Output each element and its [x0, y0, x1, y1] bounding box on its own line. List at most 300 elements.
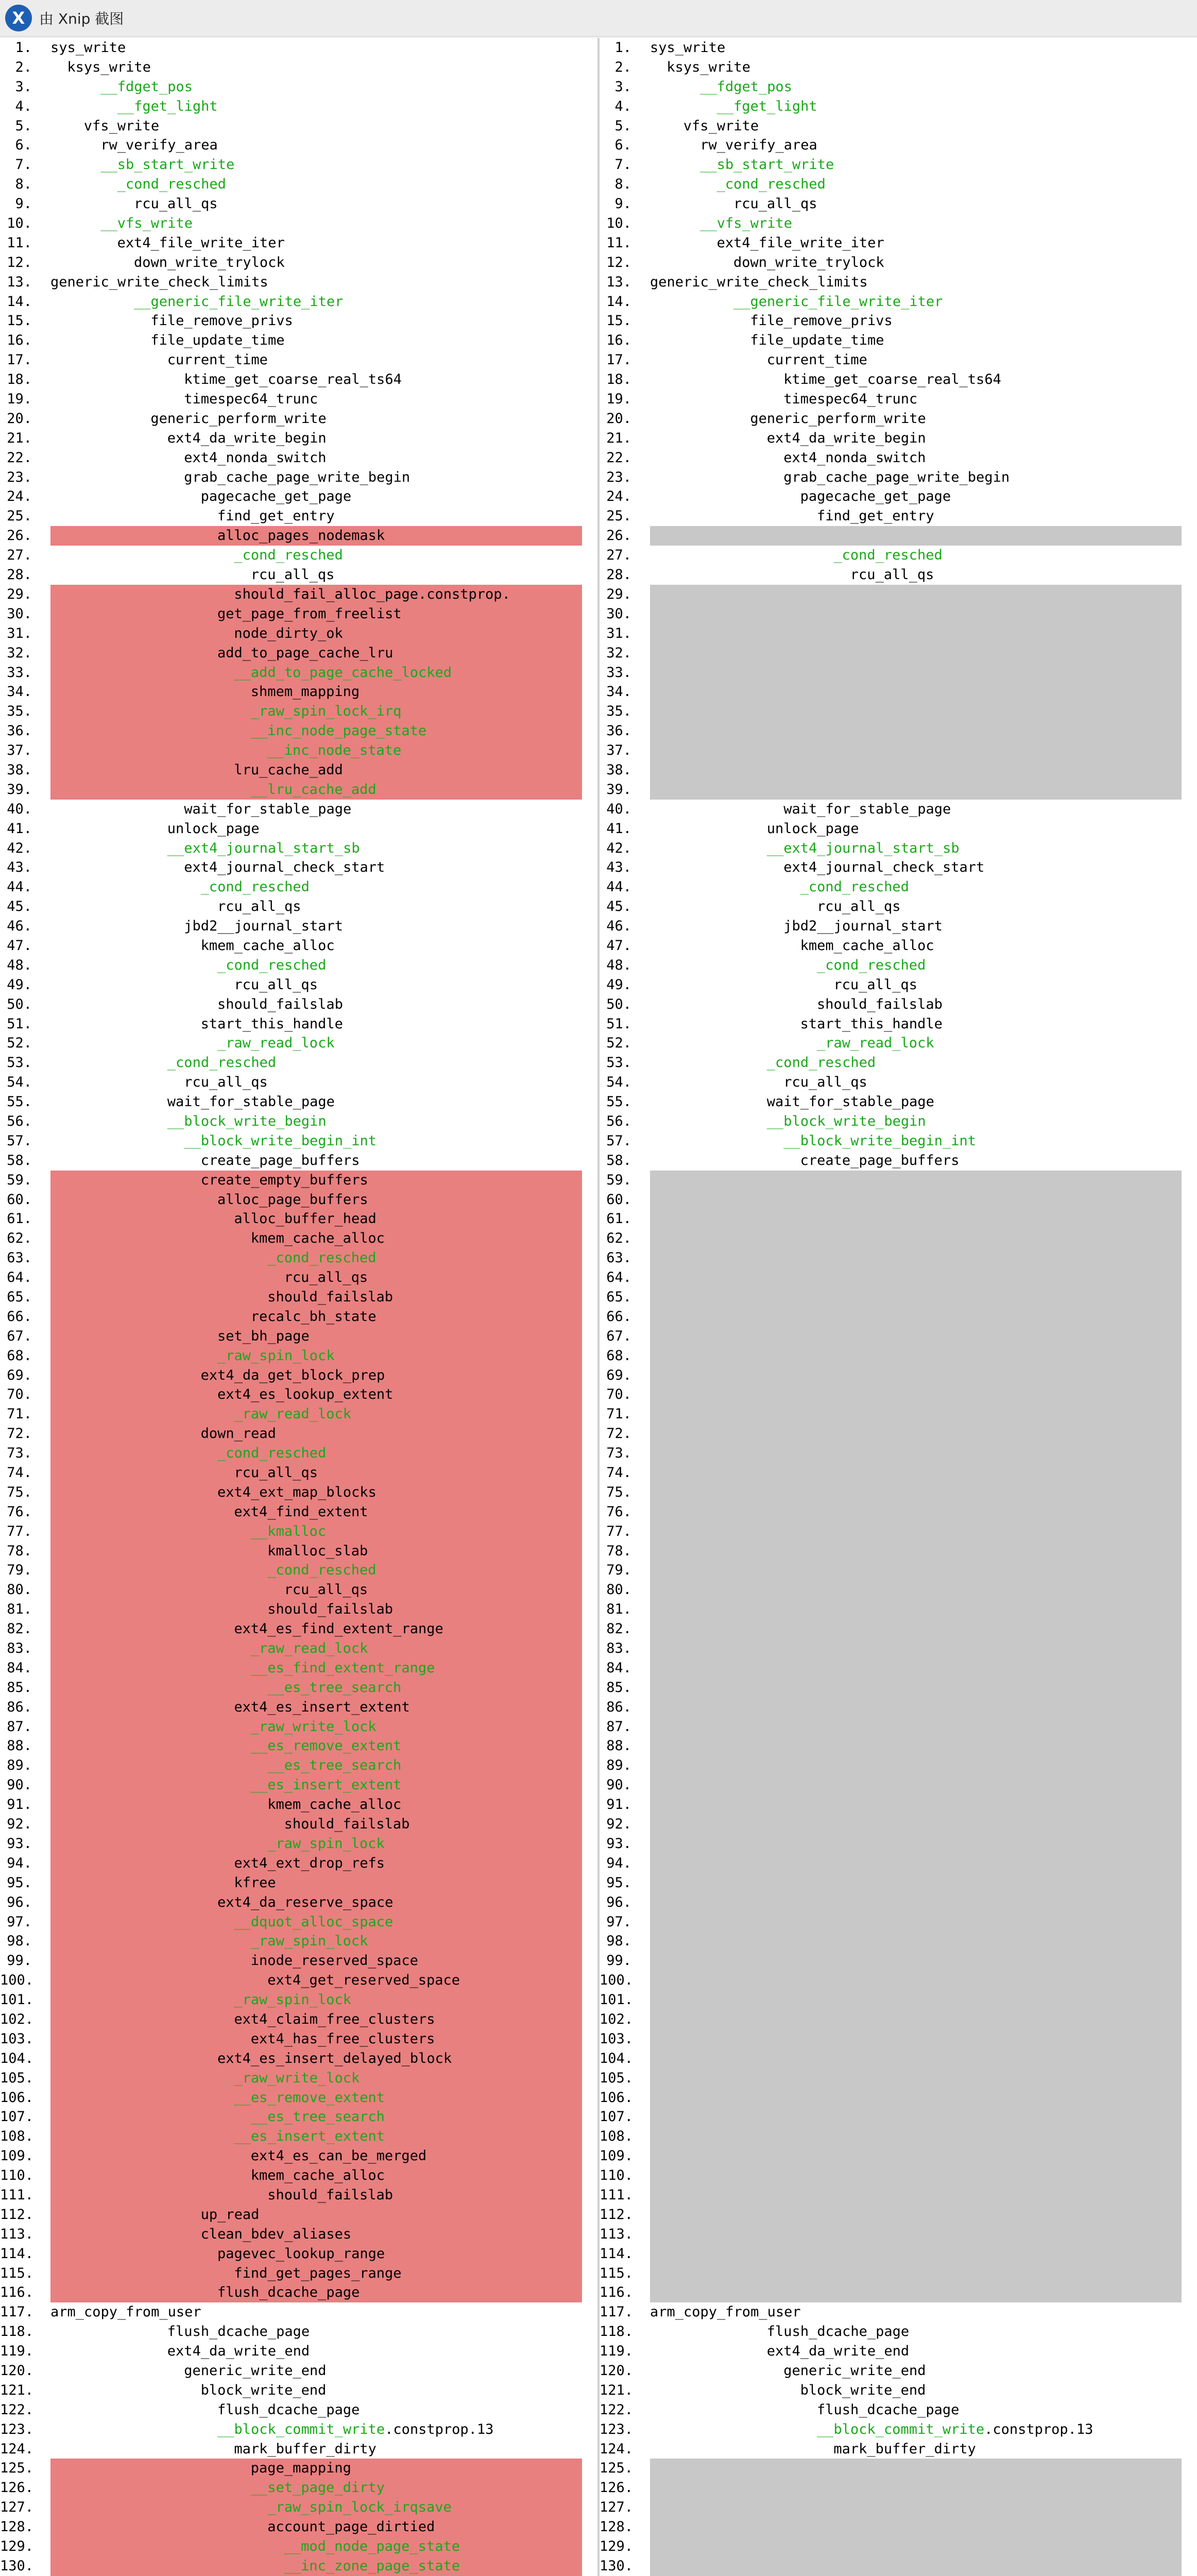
diff-line[interactable] [0, 1444, 597, 1463]
diff-line[interactable] [0, 2537, 597, 2556]
diff-line[interactable] [600, 1619, 1197, 1639]
diff-line[interactable] [0, 155, 597, 175]
line-number: 15. [7, 313, 32, 329]
diff-line[interactable] [0, 2400, 597, 2420]
diff-line[interactable] [600, 58, 1197, 77]
diff-line[interactable] [600, 1756, 1197, 1775]
left-diff-pane[interactable] [0, 38, 597, 2576]
diff-line[interactable] [600, 1463, 1197, 1483]
diff-line[interactable] [0, 1112, 597, 1131]
diff-line[interactable] [0, 135, 597, 155]
diff-line[interactable] [0, 1502, 597, 1522]
diff-line[interactable] [0, 2361, 597, 2381]
diff-line[interactable] [600, 1346, 1197, 1366]
diff-line[interactable] [600, 858, 1197, 877]
diff-line[interactable] [600, 2283, 1197, 2302]
diff-line[interactable] [600, 370, 1197, 389]
diff-line[interactable] [0, 1171, 597, 1190]
diff-line[interactable] [600, 1775, 1197, 1795]
diff-line[interactable] [0, 1463, 597, 1483]
diff-line[interactable] [600, 1209, 1197, 1229]
line-number: 10. [606, 215, 631, 232]
diff-line[interactable] [0, 1327, 597, 1346]
diff-line[interactable] [0, 897, 597, 917]
diff-line[interactable] [0, 1795, 597, 1815]
diff-line[interactable] [600, 2010, 1197, 2029]
empty-line-placeholder [650, 1639, 1182, 1658]
diff-line[interactable] [0, 2342, 597, 2361]
diff-line[interactable] [600, 1112, 1197, 1131]
diff-line[interactable] [0, 1834, 597, 1854]
diff-line[interactable] [600, 2361, 1197, 2381]
diff-line[interactable] [0, 370, 597, 389]
diff-line[interactable] [600, 2127, 1197, 2146]
diff-line[interactable] [0, 233, 597, 253]
line-number: 50. [606, 996, 631, 1012]
code-text: __es_insert_extent [234, 2128, 385, 2145]
diff-line[interactable] [600, 1698, 1197, 1717]
code-text: __mod_node_page_state [284, 2538, 460, 2554]
diff-line[interactable] [0, 1658, 597, 1678]
diff-line[interactable] [600, 800, 1197, 819]
diff-line[interactable] [0, 1268, 597, 1287]
diff-line[interactable] [600, 2302, 1197, 2322]
diff-line[interactable] [0, 1229, 597, 1248]
code-text: timespec64_trunc [184, 391, 318, 408]
diff-line[interactable] [600, 1033, 1197, 1053]
diff-line[interactable] [600, 819, 1197, 839]
diff-line[interactable] [600, 2556, 1197, 2576]
diff-line[interactable] [600, 1385, 1197, 1404]
diff-line[interactable] [600, 1854, 1197, 1873]
line-number: 106. [600, 2089, 634, 2106]
diff-line[interactable] [600, 897, 1197, 917]
diff-line[interactable] [0, 1756, 597, 1775]
code-text: grab_cache_page_write_begin [783, 469, 1010, 485]
diff-line[interactable] [600, 2205, 1197, 2225]
diff-line[interactable] [600, 331, 1197, 350]
diff-line[interactable] [0, 2205, 597, 2225]
diff-line[interactable] [0, 1248, 597, 1268]
diff-line[interactable] [600, 1893, 1197, 1912]
diff-line[interactable] [0, 643, 597, 663]
line-number: 118. [0, 2324, 34, 2340]
diff-line[interactable] [0, 1619, 597, 1639]
code-text: _cond_resched [766, 1055, 876, 1071]
diff-line[interactable] [0, 975, 597, 995]
diff-line[interactable] [0, 409, 597, 429]
diff-line[interactable] [600, 1678, 1197, 1698]
diff-line[interactable] [0, 2420, 597, 2439]
diff-line[interactable] [600, 956, 1197, 975]
diff-line[interactable] [600, 2049, 1197, 2069]
diff-line[interactable] [600, 1717, 1197, 1737]
diff-line[interactable] [600, 936, 1197, 956]
diff-line[interactable] [600, 585, 1197, 604]
code-text: ext4_ext_drop_refs [234, 1855, 385, 1871]
diff-line[interactable] [600, 721, 1197, 741]
diff-line[interactable] [0, 2069, 597, 2088]
diff-line[interactable] [600, 1580, 1197, 1600]
diff-line[interactable] [600, 975, 1197, 995]
diff-line[interactable] [0, 2283, 597, 2302]
diff-line[interactable] [0, 1717, 597, 1737]
diff-line[interactable] [0, 2322, 597, 2342]
diff-line[interactable] [0, 273, 597, 292]
diff-line[interactable] [0, 1014, 597, 1034]
diff-line[interactable] [600, 97, 1197, 116]
diff-line[interactable] [0, 1698, 597, 1717]
diff-line[interactable] [600, 2381, 1197, 2400]
diff-line[interactable] [600, 780, 1197, 800]
diff-line[interactable] [0, 2459, 597, 2478]
diff-line[interactable] [0, 1541, 597, 1561]
diff-line[interactable] [0, 2185, 597, 2205]
diff-line[interactable] [600, 702, 1197, 721]
diff-line[interactable] [600, 1561, 1197, 1580]
diff-line[interactable] [0, 2556, 597, 2576]
diff-line[interactable] [0, 2088, 597, 2108]
line-number: 35. [7, 703, 32, 720]
diff-line[interactable] [0, 487, 597, 506]
diff-line[interactable] [600, 1053, 1197, 1073]
diff-line[interactable] [600, 2459, 1197, 2478]
diff-line[interactable] [0, 194, 597, 214]
diff-line[interactable] [600, 1307, 1197, 1327]
diff-line[interactable] [0, 956, 597, 975]
diff-line[interactable] [0, 2225, 597, 2244]
diff-line[interactable] [0, 760, 597, 780]
code-text: _raw_write_lock [250, 1718, 377, 1735]
diff-line[interactable] [0, 682, 597, 702]
diff-line[interactable] [600, 1171, 1197, 1190]
diff-line[interactable] [0, 214, 597, 233]
diff-line[interactable] [600, 1424, 1197, 1444]
diff-line[interactable] [600, 2322, 1197, 2342]
code-text: rcu_all_qs [284, 1582, 368, 1598]
diff-line[interactable] [0, 565, 597, 585]
diff-line[interactable] [600, 389, 1197, 409]
diff-line[interactable] [600, 2439, 1197, 2459]
diff-line[interactable] [0, 1209, 597, 1229]
line-number: 58. [7, 1152, 32, 1168]
diff-line[interactable] [600, 1834, 1197, 1854]
code-text: sys_write [50, 40, 126, 56]
diff-line[interactable] [600, 1502, 1197, 1522]
diff-line[interactable] [600, 995, 1197, 1014]
diff-line[interactable] [0, 38, 597, 58]
diff-line[interactable] [600, 1873, 1197, 1893]
diff-line[interactable] [0, 1580, 597, 1600]
diff-line[interactable] [600, 1229, 1197, 1248]
diff-line[interactable] [600, 877, 1197, 897]
diff-line[interactable] [0, 448, 597, 468]
diff-line[interactable] [0, 624, 597, 643]
diff-line[interactable] [0, 702, 597, 721]
diff-line[interactable] [600, 565, 1197, 585]
diff-line[interactable] [0, 2107, 597, 2127]
line-number: 56. [7, 1113, 32, 1129]
diff-line[interactable] [0, 1678, 597, 1698]
diff-line[interactable] [600, 214, 1197, 233]
diff-line[interactable] [600, 1014, 1197, 1034]
line-number: 22. [7, 449, 32, 466]
diff-line[interactable] [600, 1990, 1197, 2010]
diff-line[interactable] [0, 2517, 597, 2537]
diff-line[interactable] [0, 2049, 597, 2069]
diff-line[interactable] [0, 741, 597, 760]
diff-line[interactable] [600, 1327, 1197, 1346]
diff-line[interactable] [0, 2010, 597, 2029]
diff-line[interactable] [600, 526, 1197, 546]
line-number: 99. [7, 1953, 32, 1969]
empty-line-placeholder [650, 585, 1182, 604]
diff-line[interactable] [600, 2498, 1197, 2517]
diff-line[interactable] [600, 506, 1197, 526]
diff-line[interactable] [0, 1131, 597, 1151]
diff-line[interactable] [600, 760, 1197, 780]
diff-line[interactable] [600, 1931, 1197, 1951]
diff-line[interactable] [600, 1639, 1197, 1658]
line-number: 9. [15, 196, 32, 212]
diff-line[interactable] [600, 1483, 1197, 1502]
diff-line[interactable] [0, 877, 597, 897]
diff-line[interactable] [600, 409, 1197, 429]
diff-line[interactable] [600, 2478, 1197, 2498]
diff-line[interactable] [600, 839, 1197, 858]
diff-line[interactable] [0, 1951, 597, 1971]
diff-line[interactable] [600, 1366, 1197, 1385]
diff-line[interactable] [0, 1775, 597, 1795]
diff-line[interactable] [600, 2146, 1197, 2166]
diff-line[interactable] [600, 2185, 1197, 2205]
diff-line[interactable] [0, 1815, 597, 1834]
diff-line[interactable] [0, 331, 597, 350]
diff-line[interactable] [600, 2400, 1197, 2420]
diff-line[interactable] [0, 917, 597, 936]
diff-line[interactable] [600, 2088, 1197, 2108]
diff-line[interactable] [600, 1971, 1197, 1990]
diff-line[interactable] [600, 311, 1197, 331]
diff-line[interactable] [0, 1366, 597, 1385]
diff-line[interactable] [0, 2498, 597, 2517]
diff-line[interactable] [600, 2029, 1197, 2049]
diff-line[interactable] [600, 1541, 1197, 1561]
diff-line[interactable] [0, 1873, 597, 1893]
diff-line[interactable] [600, 487, 1197, 506]
diff-line[interactable] [0, 1073, 597, 1092]
diff-line[interactable] [0, 58, 597, 77]
diff-line[interactable] [0, 1424, 597, 1444]
code-text: rcu_all_qs [234, 976, 318, 993]
line-number: 1. [15, 40, 32, 56]
diff-line[interactable] [0, 1893, 597, 1912]
diff-line[interactable] [600, 38, 1197, 58]
diff-line[interactable] [600, 1073, 1197, 1092]
diff-line[interactable] [600, 1287, 1197, 1307]
diff-line[interactable] [0, 175, 597, 194]
diff-line[interactable] [0, 839, 597, 858]
diff-line[interactable] [0, 2302, 597, 2322]
diff-line[interactable] [0, 995, 597, 1014]
code-text: _cond_resched [117, 176, 226, 193]
diff-line[interactable] [0, 604, 597, 624]
diff-line[interactable] [0, 1561, 597, 1580]
diff-line[interactable] [0, 429, 597, 448]
diff-line[interactable] [600, 468, 1197, 487]
diff-line[interactable] [0, 1287, 597, 1307]
diff-line[interactable] [0, 936, 597, 956]
diff-line[interactable] [0, 2264, 597, 2283]
diff-line[interactable] [0, 1307, 597, 1327]
diff-line[interactable] [0, 1404, 597, 1424]
diff-line[interactable] [0, 1092, 597, 1112]
diff-line[interactable] [600, 135, 1197, 155]
diff-line[interactable] [600, 2166, 1197, 2185]
diff-line[interactable] [600, 429, 1197, 448]
diff-line[interactable] [600, 273, 1197, 292]
diff-line[interactable] [600, 546, 1197, 565]
diff-line[interactable] [0, 1033, 597, 1053]
diff-line[interactable] [600, 2537, 1197, 2556]
code-text: alloc_page_buffers [217, 1191, 368, 1208]
line-number: 46. [606, 918, 631, 935]
diff-line[interactable] [0, 1736, 597, 1756]
diff-line[interactable] [600, 917, 1197, 936]
code-text: ksys_write [666, 59, 750, 75]
line-number: 85. [7, 1679, 32, 1696]
diff-line[interactable] [600, 2517, 1197, 2537]
diff-line[interactable] [0, 1912, 597, 1932]
line-number: 102. [0, 2011, 34, 2027]
diff-line[interactable] [0, 468, 597, 487]
diff-line[interactable] [0, 721, 597, 741]
diff-line[interactable] [0, 2244, 597, 2264]
diff-line[interactable] [0, 2381, 597, 2400]
diff-line[interactable] [600, 2342, 1197, 2361]
diff-line[interactable] [0, 858, 597, 877]
diff-line[interactable] [600, 1151, 1197, 1171]
diff-line[interactable] [600, 2244, 1197, 2264]
diff-line[interactable] [0, 2166, 597, 2185]
diff-line[interactable] [600, 2420, 1197, 2439]
diff-line[interactable] [0, 1639, 597, 1658]
diff-line[interactable] [600, 175, 1197, 194]
diff-line[interactable] [600, 643, 1197, 663]
line-number: 16. [606, 332, 631, 349]
code-text: should_failslab [267, 1289, 394, 1305]
diff-line[interactable] [0, 546, 597, 565]
diff-line[interactable] [600, 253, 1197, 273]
diff-line[interactable] [0, 526, 597, 546]
diff-line[interactable] [600, 1815, 1197, 1834]
diff-line[interactable] [600, 1092, 1197, 1112]
diff-line[interactable] [0, 1522, 597, 1541]
diff-line[interactable] [0, 2146, 597, 2166]
diff-line[interactable] [600, 77, 1197, 97]
diff-line[interactable] [0, 1600, 597, 1619]
diff-line[interactable] [0, 1990, 597, 2010]
diff-line[interactable] [600, 155, 1197, 175]
diff-line[interactable] [600, 233, 1197, 253]
diff-line[interactable] [0, 1971, 597, 1990]
diff-line[interactable] [600, 2107, 1197, 2127]
diff-line[interactable] [600, 1736, 1197, 1756]
diff-line[interactable] [600, 194, 1197, 214]
diff-line[interactable] [600, 1444, 1197, 1463]
diff-line[interactable] [0, 2127, 597, 2146]
diff-line[interactable] [600, 2225, 1197, 2244]
diff-line[interactable] [0, 1346, 597, 1366]
diff-line[interactable] [0, 585, 597, 604]
diff-line[interactable] [0, 1854, 597, 1873]
diff-line[interactable] [0, 663, 597, 683]
diff-line[interactable] [600, 1522, 1197, 1541]
diff-line[interactable] [600, 116, 1197, 136]
diff-line[interactable] [0, 116, 597, 136]
diff-line[interactable] [0, 1151, 597, 1171]
diff-line[interactable] [0, 77, 597, 97]
diff-line[interactable] [0, 819, 597, 839]
right-diff-pane[interactable] [600, 38, 1197, 2576]
diff-line[interactable] [600, 1658, 1197, 1678]
diff-line[interactable] [600, 448, 1197, 468]
diff-line[interactable] [0, 1483, 597, 1502]
diff-line[interactable] [600, 682, 1197, 702]
diff-line[interactable] [0, 292, 597, 312]
diff-line[interactable] [0, 97, 597, 116]
diff-line[interactable] [600, 1795, 1197, 1815]
diff-line[interactable] [600, 1248, 1197, 1268]
diff-line[interactable] [600, 741, 1197, 760]
diff-line[interactable] [600, 350, 1197, 370]
line-number: 80. [606, 1582, 631, 1598]
line-number: 99. [606, 1953, 631, 1969]
diff-line[interactable] [0, 389, 597, 409]
diff-line[interactable] [0, 1385, 597, 1404]
diff-line[interactable] [600, 1912, 1197, 1932]
diff-line[interactable] [600, 1190, 1197, 1210]
diff-line[interactable] [0, 780, 597, 800]
empty-line-placeholder [650, 1287, 1182, 1307]
diff-line[interactable] [0, 800, 597, 819]
diff-line[interactable] [0, 2478, 597, 2498]
diff-line[interactable] [600, 2264, 1197, 2283]
line-number: 91. [7, 1797, 32, 1813]
diff-line[interactable] [0, 1053, 597, 1073]
diff-line[interactable] [0, 2439, 597, 2459]
diff-line[interactable] [0, 2029, 597, 2049]
diff-line[interactable] [600, 663, 1197, 683]
diff-line[interactable] [0, 1931, 597, 1951]
diff-line[interactable] [600, 604, 1197, 624]
diff-line[interactable] [600, 2069, 1197, 2088]
diff-line[interactable] [0, 1190, 597, 1210]
diff-line[interactable] [0, 311, 597, 331]
diff-line[interactable] [0, 253, 597, 273]
diff-line[interactable] [600, 1404, 1197, 1424]
code-text: ext4_es_lookup_extent [217, 1386, 394, 1403]
diff-line[interactable] [600, 1268, 1197, 1287]
diff-line[interactable] [600, 292, 1197, 312]
diff-line[interactable] [600, 1600, 1197, 1619]
diff-line[interactable] [0, 506, 597, 526]
diff-line[interactable] [600, 1131, 1197, 1151]
line-number: 32. [7, 645, 32, 661]
diff-line[interactable] [0, 350, 597, 370]
diff-line[interactable] [600, 624, 1197, 643]
diff-line[interactable] [600, 1951, 1197, 1971]
